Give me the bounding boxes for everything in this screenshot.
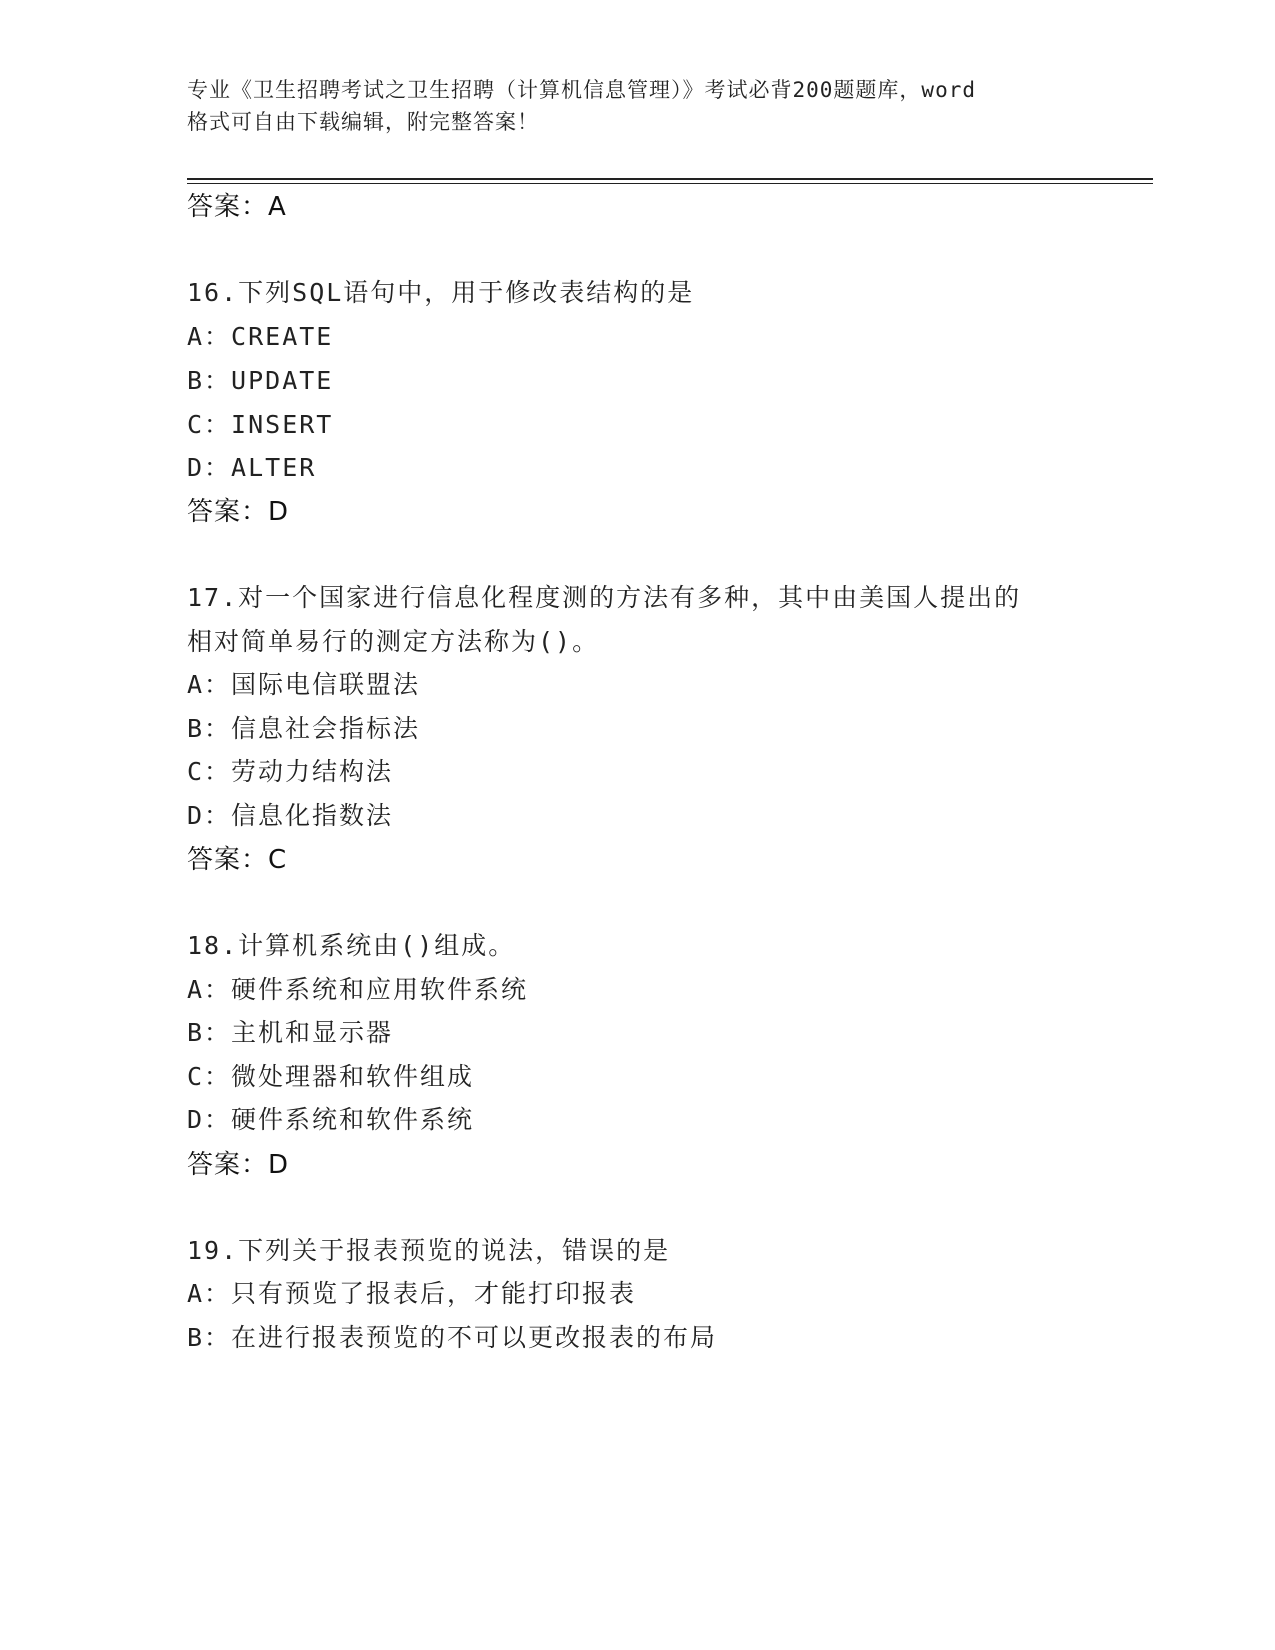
header-divider-thick [187,178,1153,180]
question-16-option-a: A：CREATE [187,322,334,351]
question-19-option-a: A：只有预览了报表后，才能打印报表 [187,1279,637,1308]
question-19-text: 19.下列关于报表预览的说法，错误的是 [187,1236,671,1265]
question-17-option-c: C：劳动力结构法 [187,757,394,786]
header-title-line-1: 专业《卫生招聘考试之卫生招聘（计算机信息管理）》考试必背200题题库，word [187,78,976,102]
answer-18: 答案：D [187,1150,290,1180]
question-18-text: 18.计算机系统由()组成。 [187,931,516,960]
question-17-text-line-1: 17.对一个国家进行信息化程度测的方法有多种，其中由美国人提出的 [187,583,1022,612]
question-18-option-a: A：硬件系统和应用软件系统 [187,975,529,1004]
question-18-option-c: C：微处理器和软件组成 [187,1062,475,1091]
header-divider-thin [187,183,1153,184]
question-18-option-d: D：硬件系统和软件系统 [187,1105,475,1134]
question-16-text: 16.下列SQL语句中，用于修改表结构的是 [187,278,695,307]
answer-17: 答案：C [187,845,288,875]
answer-15: 答案：A [187,192,287,222]
question-19-option-b: B：在进行报表预览的不可以更改报表的布局 [187,1323,718,1352]
answer-16: 答案：D [187,497,290,527]
question-16-option-c: C：INSERT [187,410,334,439]
question-17-option-b: B：信息社会指标法 [187,714,421,743]
header-title-line-2: 格式可自由下载编辑，附完整答案！ [187,110,539,134]
question-16-option-b: B：UPDATE [187,366,334,395]
question-16-option-d: D：ALTER [187,453,317,482]
question-18-option-b: B：主机和显示器 [187,1018,394,1047]
question-17-text-line-2: 相对简单易行的测定方法称为()。 [187,627,600,656]
document-header [187,74,1087,138]
question-17-option-a: A：国际电信联盟法 [187,670,421,699]
question-17-option-d: D：信息化指数法 [187,801,394,830]
